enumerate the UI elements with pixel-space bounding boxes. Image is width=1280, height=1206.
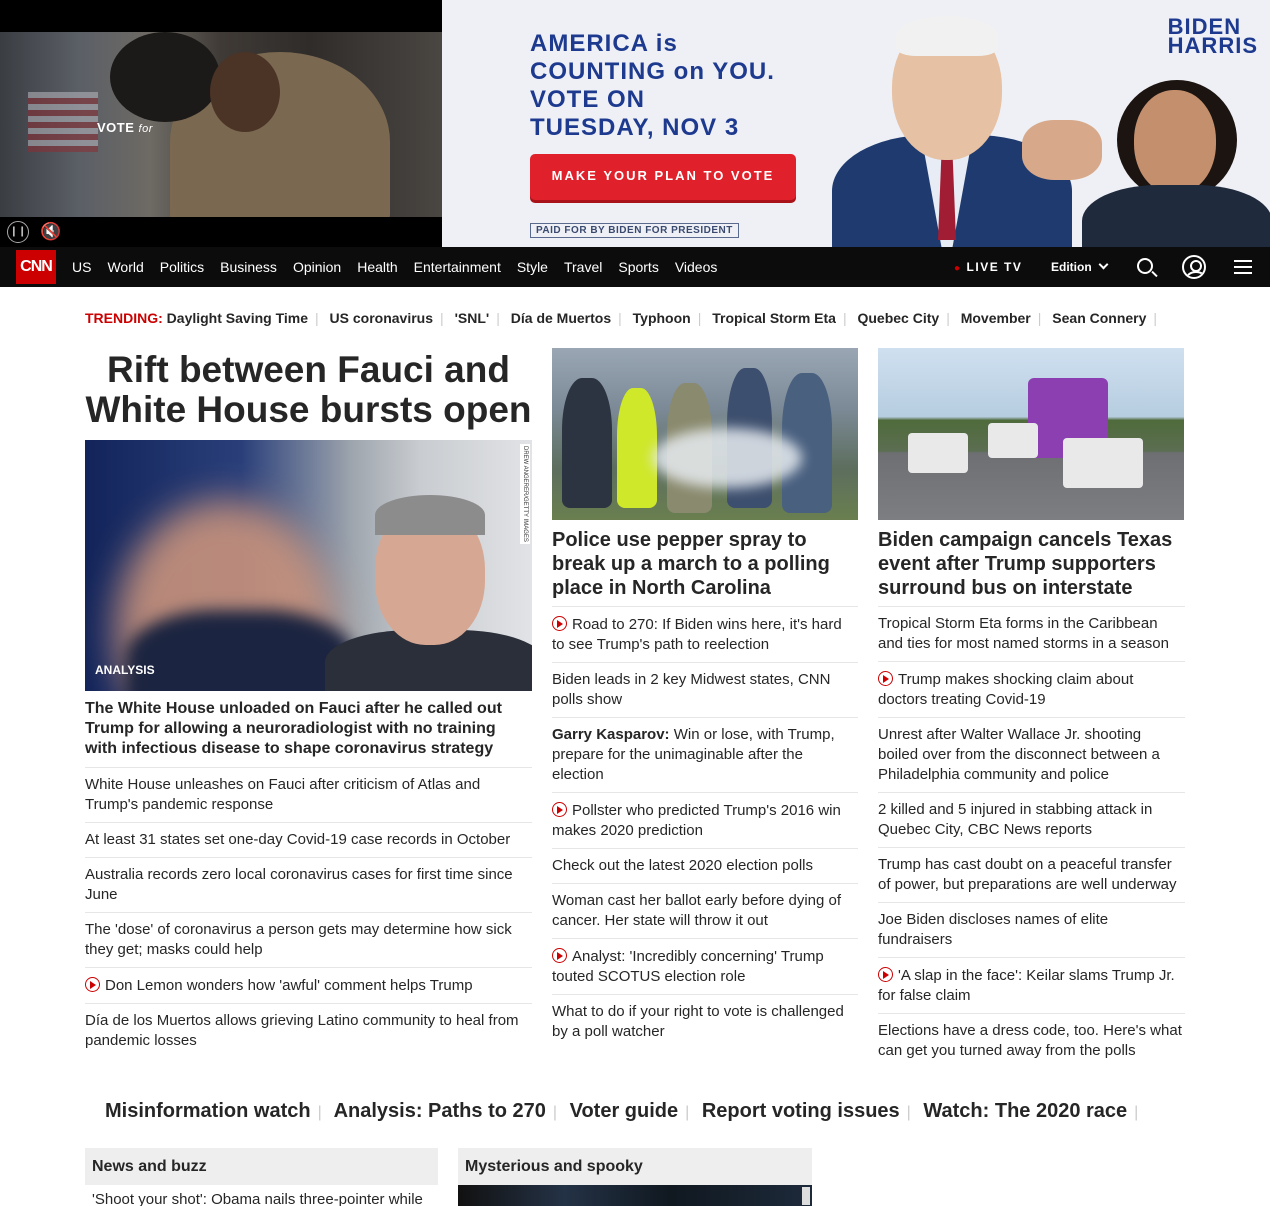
trending-bar: TRENDING: Daylight Saving Time | US coronavirus | 'SNL' | Día de Muertos | Typhoon | Tropical Storm Eta | Quebec City | Movember | Sean Connery |	[85, 310, 1158, 326]
nav-link-us[interactable]: US	[72, 259, 92, 275]
story-link[interactable]	[85, 823, 532, 858]
ad-logo: BIDEN HARRIS	[1167, 14, 1258, 58]
user-icon[interactable]	[1182, 255, 1206, 279]
nav-link-politics[interactable]: Politics	[159, 259, 205, 275]
story-link[interactable]	[552, 607, 858, 663]
play-video-icon	[552, 616, 567, 631]
quick-link[interactable]: Report voting issues	[701, 1100, 900, 1122]
story-link-text: Win or lose, with Trump, prepare for the unimaginable after the election	[552, 726, 835, 783]
play-video-icon	[878, 967, 893, 982]
story-link-text: Australia records zero local coronavirus cases for first time since June	[85, 866, 513, 903]
column-middle	[552, 348, 858, 1049]
story-link[interactable]	[878, 718, 1185, 793]
trending-link[interactable]: Sean Connery	[1052, 310, 1147, 326]
ad-photo-harris	[1082, 80, 1270, 247]
pause-icon[interactable]: ❙❙	[7, 221, 29, 243]
play-video-icon	[85, 977, 100, 992]
trending-link[interactable]: Tropical Storm Eta	[712, 310, 836, 326]
trending-link[interactable]: Quebec City	[857, 310, 940, 326]
story-link[interactable]	[85, 858, 532, 913]
story-link-text: Road to 270: If Biden wins here, it's hard to see Trump's path to reelection	[552, 616, 842, 653]
nav-links	[72, 247, 733, 287]
story-link-text: Joe Biden discloses names of elite fundraisers	[878, 911, 1109, 948]
zone-item-link[interactable]: 'Shoot your shot': Obama nails three-pointer while	[92, 1191, 423, 1206]
column-right	[878, 348, 1185, 1068]
right-card-headline[interactable]: Biden campaign cancels Texas event after Trump supporters surround bus on interstate	[878, 520, 1185, 607]
ad-headline: AMERICA is COUNTING on YOU. VOTE ON TUESDAY, NOV 3	[530, 30, 775, 141]
ad-banner[interactable]	[0, 0, 1270, 247]
story-link[interactable]	[552, 718, 858, 793]
play-video-icon	[552, 948, 567, 963]
nav-link-style[interactable]: Style	[516, 259, 548, 275]
play-video-icon	[552, 802, 567, 817]
story-link-text: Analyst: 'Incredibly concerning' Trump touted SCOTUS election role	[552, 948, 824, 985]
story-link-text: Trump has cast doubt on a peaceful transfer of power, but preparations are well underway	[878, 856, 1177, 893]
story-link-text: What to do if your right to vote is challenged by a poll watcher	[552, 1003, 844, 1040]
ad-creative[interactable]	[442, 0, 1270, 247]
menu-icon[interactable]	[1234, 260, 1252, 274]
nav-link-business[interactable]: Business	[220, 259, 277, 275]
story-link[interactable]	[552, 884, 858, 939]
top-nav	[0, 247, 1270, 287]
story-link-text: Día de los Muertos allows grieving Latino community to heal from pandemic losses	[85, 1012, 519, 1049]
story-link-text: White House unleashes on Fauci after criticism of Atlas and Trump's pandemic response	[85, 776, 481, 813]
story-link-text: Trump makes shocking claim about doctors treating Covid-19	[878, 671, 1134, 708]
nav-link-sports[interactable]: Sports	[618, 259, 659, 275]
nav-link-travel[interactable]: Travel	[563, 259, 603, 275]
zone-news-and-buzz	[85, 1148, 438, 1206]
story-link[interactable]	[552, 663, 858, 718]
live-tv-link[interactable]: ● LIVE TV	[954, 260, 1023, 274]
story-link[interactable]	[878, 848, 1185, 903]
image-credit: DREW ANGERER/GETTY IMAGES	[522, 446, 528, 542]
edition-dropdown[interactable]: Edition	[1051, 260, 1107, 274]
mute-icon[interactable]: 🔇	[40, 222, 62, 241]
story-link-text: Woman cast her ballot early before dying of cancer. Her state will throw it out	[552, 892, 842, 929]
middle-card-headline[interactable]: Police use pepper spray to break up a march to a polling place in North Carolina	[552, 520, 858, 607]
live-dot-icon: ●	[954, 263, 962, 274]
trending-link[interactable]: US coronavirus	[329, 310, 434, 326]
column-right-list	[878, 607, 1185, 1068]
story-link[interactable]	[878, 958, 1185, 1014]
story-author: Garry Kasparov:	[552, 726, 670, 743]
story-link[interactable]	[85, 913, 532, 968]
story-link[interactable]	[85, 1004, 532, 1058]
search-icon[interactable]	[1137, 258, 1153, 274]
pepper-spray-image[interactable]	[552, 348, 858, 520]
quick-link[interactable]: Analysis: Paths to 270	[333, 1100, 546, 1122]
trending-link[interactable]: Typhoon	[632, 310, 691, 326]
column-lead-list	[85, 768, 532, 1058]
story-link[interactable]	[878, 662, 1185, 718]
story-link[interactable]	[552, 793, 858, 849]
story-link-text: The 'dose' of coronavirus a person gets may determine how sick they get; masks could help	[85, 921, 512, 958]
trending-link[interactable]: 'SNL'	[454, 310, 490, 326]
trending-link[interactable]: Movember	[960, 310, 1031, 326]
quick-link[interactable]: Misinformation watch	[105, 1100, 311, 1122]
nav-link-world[interactable]: World	[107, 259, 144, 275]
zone-mysterious-and-spooky	[458, 1148, 812, 1206]
ad-video-overlay-text: VOTE for	[97, 120, 153, 135]
story-link[interactable]	[85, 768, 532, 823]
story-link-text: Tropical Storm Eta forms in the Caribbean and ties for most named storms in a season	[878, 615, 1169, 652]
story-link-text: At least 31 states set one-day Covid-19 case records in October	[85, 831, 511, 848]
story-link[interactable]	[85, 968, 532, 1004]
ad-disclaimer: PAID FOR BY BIDEN FOR PRESIDENT	[530, 223, 739, 238]
hero-image[interactable]	[85, 440, 532, 691]
column-lead	[85, 348, 532, 1058]
trending-link[interactable]: Daylight Saving Time	[166, 310, 309, 326]
quick-link[interactable]: Watch: The 2020 race	[923, 1100, 1128, 1122]
ad-video[interactable]	[0, 0, 442, 247]
story-link[interactable]	[878, 1014, 1185, 1068]
story-link[interactable]	[878, 793, 1185, 848]
ad-video-controls	[0, 217, 442, 247]
biden-bus-image[interactable]	[878, 348, 1184, 520]
story-link-text: Unrest after Walter Wallace Jr. shooting boiled over from the disconnect between a Philadelphia community and police	[878, 726, 1160, 783]
zone-title: Mysterious and spooky	[458, 1148, 812, 1185]
make-plan-to-vote-button[interactable]: MAKE YOUR PLAN TO VOTE	[530, 154, 796, 200]
story-link[interactable]	[878, 903, 1185, 958]
ad-video-frame	[0, 32, 442, 217]
story-link-text: Don Lemon wonders how 'awful' comment helps Trump	[105, 977, 473, 994]
column-middle-list	[552, 607, 858, 1049]
lead-summary-link[interactable]: The White House unloaded on Fauci after he called out Trump for allowing a neuroradiologist with no training with infectious disease to shape coronavirus strategy	[85, 691, 532, 768]
story-link[interactable]	[552, 939, 858, 995]
story-link[interactable]	[878, 607, 1185, 662]
story-link-text: Pollster who predicted Trump's 2016 win makes 2020 prediction	[552, 802, 841, 839]
nav-link-health[interactable]: Health	[357, 259, 398, 275]
story-link[interactable]	[552, 849, 858, 884]
nav-link-videos[interactable]: Videos	[674, 259, 718, 275]
banner-headline[interactable]: Rift between Fauci and White House bursts open	[85, 349, 532, 430]
chevron-down-icon	[1098, 260, 1108, 270]
election-quick-links: Misinformation watch | Analysis: Paths to 270 | Voter guide | Report voting issues | Watch: The 2020 race |	[105, 1100, 1139, 1122]
story-link-text: Check out the latest 2020 election polls	[552, 857, 813, 874]
trending-label: TRENDING:	[85, 310, 163, 326]
zone-image[interactable]	[458, 1185, 812, 1206]
story-link-text: Biden leads in 2 key Midwest states, CNN polls show	[552, 671, 831, 708]
nav-link-entertainment[interactable]: Entertainment	[413, 259, 501, 275]
zone-title: News and buzz	[85, 1148, 438, 1185]
trending-link[interactable]: Día de Muertos	[510, 310, 612, 326]
story-link-text: 'A slap in the face': Keilar slams Trump Jr. for false claim	[878, 967, 1175, 1004]
analysis-badge: ANALYSIS	[95, 663, 155, 677]
story-link-text: 2 killed and 5 injured in stabbing attack in Quebec City, CBC News reports	[878, 801, 1153, 838]
play-video-icon	[878, 671, 893, 686]
quick-link[interactable]: Voter guide	[569, 1100, 679, 1122]
story-link-text: Elections have a dress code, too. Here's what can get you turned away from the polls	[878, 1022, 1182, 1059]
cnn-logo[interactable]: CNN	[16, 250, 56, 284]
story-link[interactable]	[552, 995, 858, 1049]
nav-link-opinion[interactable]: Opinion	[292, 259, 342, 275]
